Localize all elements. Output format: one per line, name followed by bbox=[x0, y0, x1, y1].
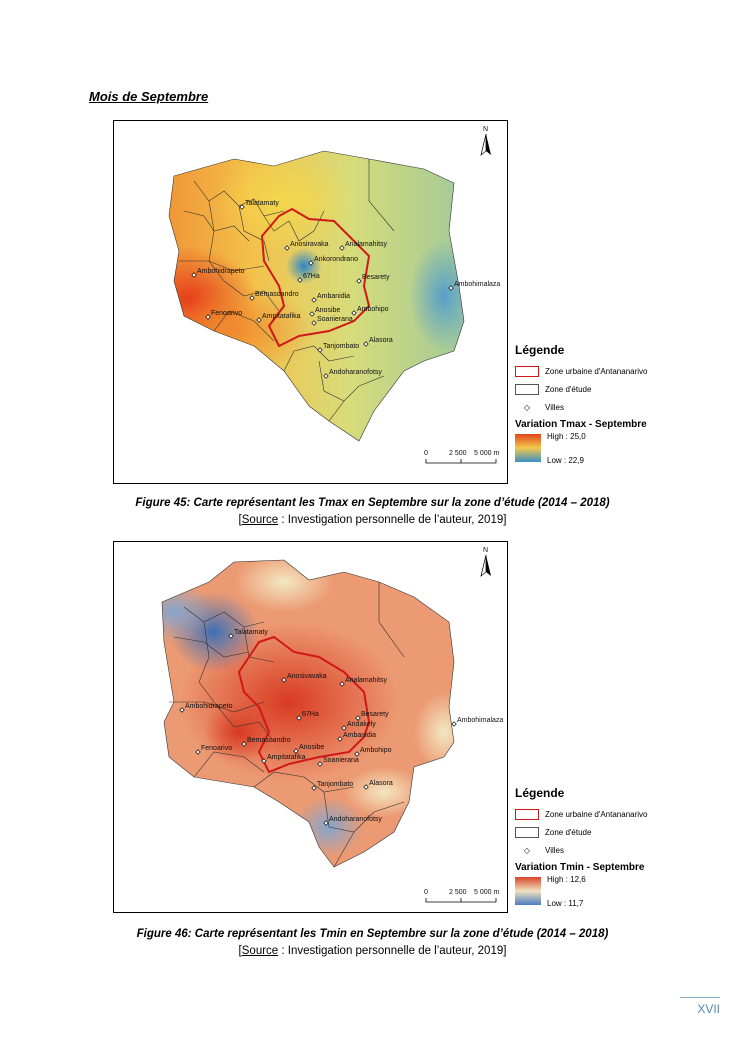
north-arrow-icon bbox=[481, 547, 491, 576]
urban-swatch bbox=[515, 809, 539, 820]
town-label: Ambohidrapeto bbox=[197, 268, 245, 275]
tmax-map bbox=[114, 121, 507, 483]
map-frame-tmin bbox=[113, 541, 508, 913]
north-arrow-icon bbox=[481, 126, 491, 155]
town-label: Anosiravaka bbox=[290, 241, 329, 248]
town-marker bbox=[452, 722, 456, 726]
svg-text:N: N bbox=[483, 126, 489, 133]
scale-label: 2 500 bbox=[449, 450, 467, 457]
figure-45-caption: Figure 45: Carte représentant les Tmax en Septembre sur la zone d’étude (2014 – 2018) bbox=[135, 497, 610, 509]
figure-46-source: [Source : Investigation personnelle de l’auteur, 2019] bbox=[238, 945, 507, 957]
town-label: Besarety bbox=[361, 711, 389, 718]
legend-label-urban: Zone urbaine d'Antananarivo bbox=[545, 366, 648, 376]
color-ramp bbox=[515, 875, 715, 908]
color-ramp-bar bbox=[515, 434, 541, 462]
town-label: Soanierana bbox=[317, 316, 353, 323]
legend-label-towns: Villes bbox=[545, 845, 564, 855]
town-label: Ambanidia bbox=[343, 732, 377, 739]
town-label: Besarety bbox=[362, 274, 390, 281]
town-label: Anosibe bbox=[299, 744, 325, 751]
town-label: Ambohipo bbox=[360, 747, 392, 754]
town-marker-icon: ◇ bbox=[523, 402, 531, 412]
section-title: Mois de Septembre bbox=[89, 89, 209, 104]
town-label: Alasora bbox=[369, 780, 393, 787]
legend-label-study: Zone d'étude bbox=[545, 384, 592, 394]
ramp-low-label: Low : 11,7 bbox=[547, 899, 584, 908]
scale-bar bbox=[424, 450, 499, 463]
town-label: Anosivavaka bbox=[287, 673, 327, 680]
legend-label-study: Zone d'étude bbox=[545, 827, 592, 837]
town-label: 67Ha bbox=[303, 273, 320, 280]
study-swatch bbox=[515, 384, 539, 395]
legend-item-study bbox=[515, 824, 715, 840]
color-ramp bbox=[515, 432, 715, 465]
town-marker-icon: ◇ bbox=[523, 845, 531, 855]
tmax-surface bbox=[114, 121, 507, 483]
ramp-high-label: High : 25,0 bbox=[547, 432, 586, 441]
scale-label: 0 bbox=[424, 450, 428, 457]
town-label: Tanjombato bbox=[317, 781, 354, 788]
map-frame-tmax bbox=[113, 120, 508, 484]
color-ramp-bar bbox=[515, 877, 541, 905]
study-swatch bbox=[515, 827, 539, 838]
scale-label: 5 000 m bbox=[474, 450, 500, 457]
ramp-low-label: Low : 22,9 bbox=[547, 456, 584, 465]
variable-title: Variation Tmin - Septembre bbox=[515, 862, 645, 873]
town-label: Talatamaty bbox=[234, 629, 268, 636]
town-label: Bemasoandro bbox=[255, 291, 299, 298]
town-label: Ambohimalaza bbox=[457, 717, 504, 724]
scale-bar bbox=[424, 889, 499, 902]
source-label: Source bbox=[241, 945, 279, 957]
legend-item-urban bbox=[515, 806, 715, 822]
legend-item-towns bbox=[515, 399, 715, 415]
town-label: Soanierana bbox=[323, 757, 359, 764]
town-label: Fenoarivo bbox=[211, 310, 243, 317]
town-label: Ankorondrano bbox=[314, 256, 358, 263]
scale-label: 0 bbox=[424, 889, 428, 896]
town-label: Ambohimalaza bbox=[454, 281, 501, 288]
town-label: Ampitatafika bbox=[262, 313, 301, 320]
town-label: Analamahitsy bbox=[345, 241, 388, 248]
tmin-legend bbox=[515, 786, 715, 908]
town-label: Tanjombato bbox=[323, 343, 360, 350]
town-label: Ampitatafika bbox=[267, 754, 306, 761]
urban-swatch bbox=[515, 366, 539, 377]
tmin-map bbox=[114, 542, 507, 912]
ramp-high-label: High : 12,6 bbox=[547, 875, 586, 884]
town-label: Alasora bbox=[369, 337, 393, 344]
tmax-legend bbox=[515, 343, 715, 465]
town-label: Andoharanofotsy bbox=[329, 369, 382, 376]
town-label: Analamahitsy bbox=[345, 677, 388, 684]
town-label: 67Ha bbox=[302, 711, 319, 718]
legend-item-towns bbox=[515, 842, 715, 858]
figure-46-caption: Figure 46: Carte représentant les Tmin en Septembre sur la zone d’étude (2014 – 2018) bbox=[136, 928, 609, 940]
page-number: XVII bbox=[680, 997, 720, 1016]
scale-label: 5 000 m bbox=[474, 889, 500, 896]
town-label: Bemasoandro bbox=[247, 737, 291, 744]
source-label: Source bbox=[241, 514, 279, 526]
town-label: Talatamaty bbox=[245, 200, 279, 207]
legend-title: Légende bbox=[515, 343, 565, 357]
town-label: Fenoarivo bbox=[201, 745, 233, 752]
town-label: Andakely bbox=[347, 721, 376, 728]
scale-label: 2 500 bbox=[449, 889, 467, 896]
town-label: Anosibe bbox=[315, 307, 341, 314]
town-label: Ambohidrapeto bbox=[185, 703, 233, 710]
legend-item-urban bbox=[515, 363, 715, 379]
town-label: Andoharanofotsy bbox=[329, 816, 382, 823]
legend-title: Légende bbox=[515, 786, 565, 800]
legend-item-study bbox=[515, 381, 715, 397]
town-label: Ambohipo bbox=[357, 306, 389, 313]
figure-45-source: [Source : Investigation personnelle de l’auteur, 2019] bbox=[238, 514, 507, 526]
town-label: Ambanidia bbox=[317, 293, 351, 300]
svg-text:N: N bbox=[483, 547, 489, 554]
legend-label-urban: Zone urbaine d'Antananarivo bbox=[545, 809, 648, 819]
legend-label-towns: Villes bbox=[545, 402, 564, 412]
variable-title: Variation Tmax - Septembre bbox=[515, 419, 647, 430]
